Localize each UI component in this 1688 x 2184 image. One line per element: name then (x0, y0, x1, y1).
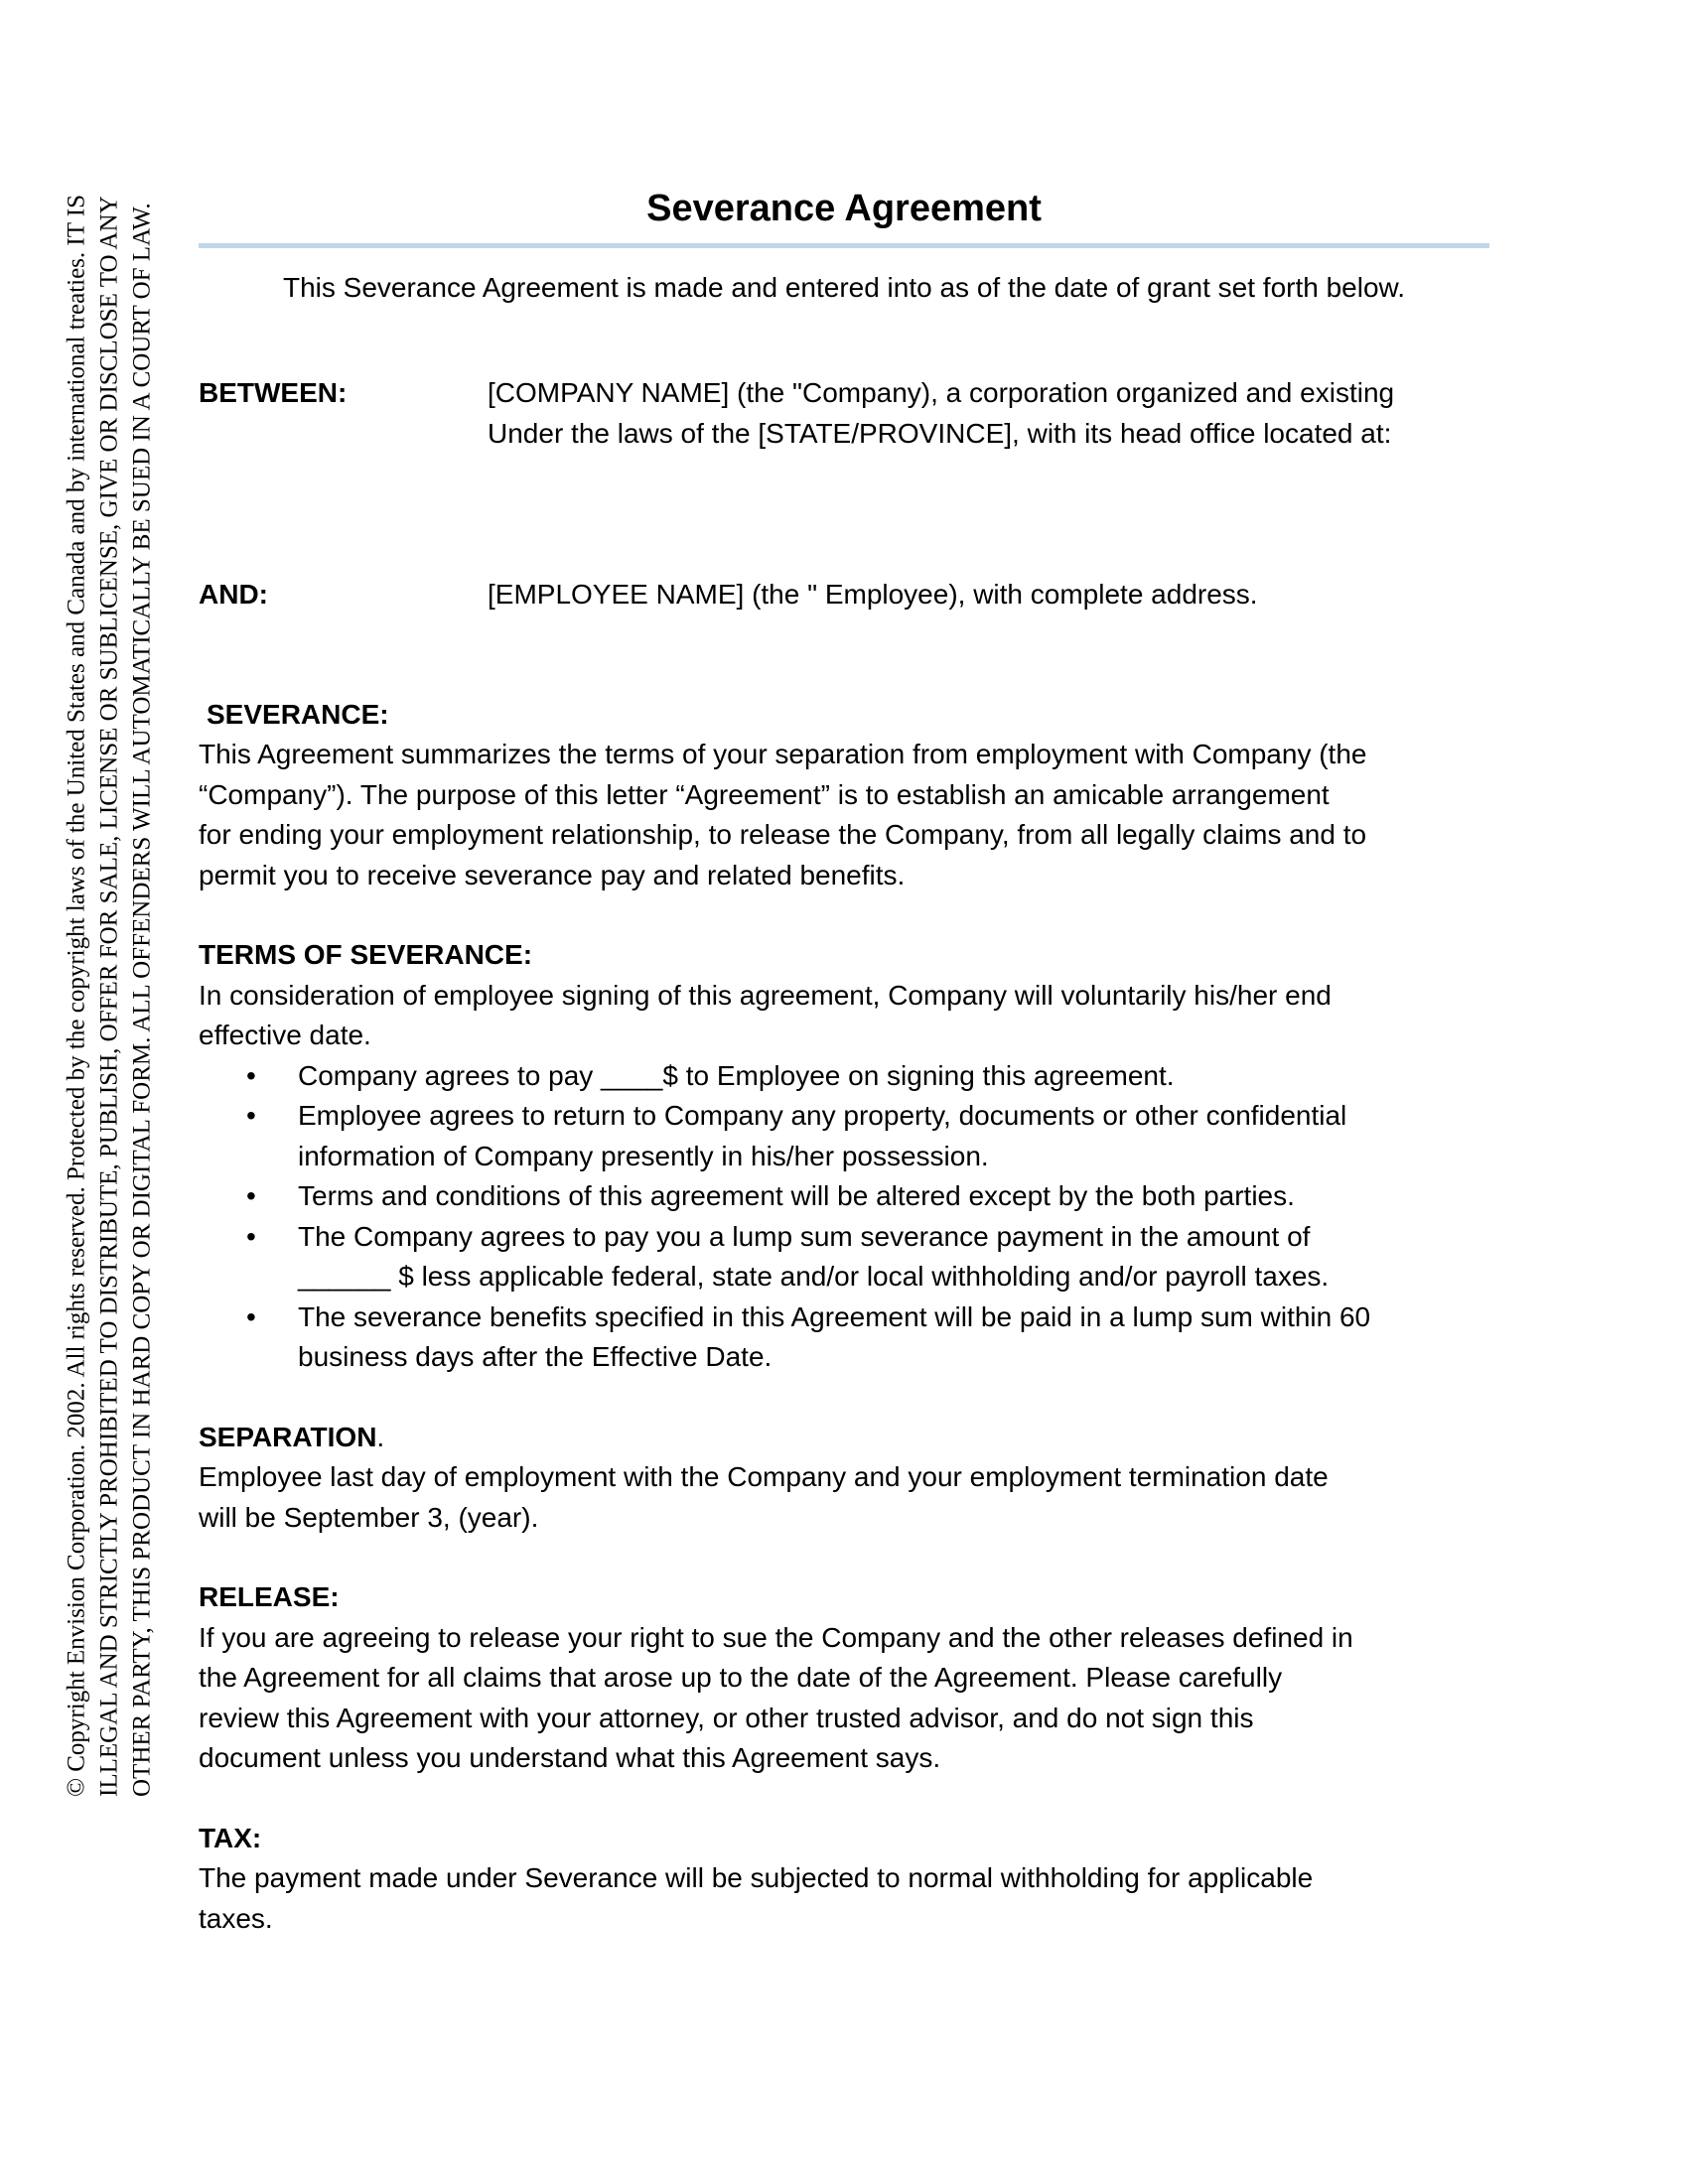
release-section (199, 1577, 1489, 1779)
severance-line: This Agreement summarizes the terms of your separation from employment with Company (the (199, 739, 1367, 769)
separation-line: Employee last day of employment with the Company and your employment termination date (199, 1461, 1329, 1492)
bullet-icon: • (246, 1300, 256, 1332)
separation-heading: SEPARATION (199, 1421, 377, 1452)
terms-intro-line: effective date. (199, 1020, 371, 1050)
separation-heading-line (199, 1418, 1489, 1458)
list-item (199, 1096, 1489, 1176)
terms-section (199, 935, 1489, 1378)
bullet-line: The severance benefits specified in this Agreement will be paid in a lump sum within 60 (298, 1300, 1371, 1332)
separation-heading-suffix: . (376, 1421, 385, 1452)
tax-heading: TAX: (199, 1822, 262, 1853)
and-label: AND: (199, 579, 268, 610)
release-line: review this Agreement with your attorney, or other trusted advisor, and do not sign this (199, 1702, 1254, 1733)
bullet-icon: • (246, 1220, 256, 1252)
terms-list (199, 1056, 1489, 1378)
and-party (199, 575, 1489, 615)
tax-section (199, 1819, 1489, 1940)
bullet-line: Terms and conditions of this agreement will be altered except by the both parties. (298, 1180, 1295, 1211)
between-label: BETWEEN: (199, 377, 348, 408)
bullet-icon: • (246, 1059, 256, 1091)
terms-intro-line: In consideration of employee signing of this agreement, Company will voluntarily his/her end (199, 979, 1332, 1011)
severance-section (199, 695, 1489, 896)
list-item (199, 1176, 1489, 1217)
bullet-line: business days after the Effective Date. (298, 1341, 773, 1372)
tax-line: taxes. (199, 1902, 273, 1934)
separation-line: will be September 3, (year). (199, 1501, 539, 1533)
bullet-line: ______ $ less applicable federal, state and/or local withholding and/or payroll taxes. (298, 1261, 1330, 1292)
severance-heading: SEVERANCE: (207, 698, 389, 730)
release-line: If you are agreeing to release your right to sue the Company and the other releases defined in (199, 1621, 1353, 1653)
copyright-line: © Copyright Envision Corporation. 2002. All rights reserved. Protected by the copyright laws of the United States and Canada and by international treaties. IT IS (63, 194, 90, 1797)
release-line: document unless you understand what this Agreement says. (199, 1742, 941, 1773)
intro-paragraph: This Severance Agreement is made and entered into as of the date of grant set forth below. (282, 272, 1406, 303)
between-line: Under the laws of the [STATE/PROVINCE], with its head office located at: (488, 417, 1392, 449)
copyright-notice-text (61, 20, 159, 1797)
release-line: the Agreement for all claims that arose up to the date of the Agreement. Please carefully (199, 1662, 1283, 1693)
and-text (488, 575, 1258, 615)
bullet-icon: • (246, 1100, 256, 1131)
release-heading: RELEASE: (199, 1581, 340, 1612)
bullet-line: The Company agrees to pay you a lump sum severance payment in the amount of (298, 1220, 1311, 1252)
between-text (488, 373, 1394, 454)
separation-section (199, 1418, 1489, 1539)
copyright-line: OTHER PARTY, THIS PRODUCT IN HARD COPY OR DIGITAL FORM. ALL OFFENDERS WILL AUTOMATICALLY BE SUED IN A COURT OF LAW. (128, 203, 156, 1797)
copyright-line: ILLEGAL AND STRICTLY PROHIBITED TO DISTRIBUTE, PUBLISH, OFFER FOR SALE, LICENSE OR SUBLICENSE, GIVE OR DISCLOSE TO ANY (95, 196, 123, 1797)
and-line: [EMPLOYEE NAME] (the " Employee), with complete address. (488, 579, 1258, 610)
between-line: [COMPANY NAME] (the "Company), a corporation organized and existing (488, 377, 1395, 408)
title-divider (199, 243, 1489, 248)
bullet-line: Employee agrees to return to Company any property, documents or other confidential (298, 1100, 1347, 1131)
copyright-notice (60, 20, 159, 1797)
between-party (199, 373, 1489, 454)
bullet-icon: • (246, 1180, 256, 1211)
list-item (199, 1297, 1489, 1378)
tax-line: The payment made under Severance will be subjected to normal withholding for applicable (199, 1862, 1314, 1893)
bullet-line: information of Company presently in his/her possession. (298, 1140, 989, 1171)
document-page (199, 184, 1489, 1939)
severance-line: “Company”). The purpose of this letter “Agreement” is to establish an amicable arrangement (199, 778, 1330, 810)
list-item (199, 1056, 1489, 1097)
document-title: Severance Agreement (646, 188, 1042, 229)
severance-line: permit you to receive severance pay and related benefits. (199, 859, 906, 890)
terms-heading: TERMS OF SEVERANCE: (199, 939, 533, 970)
severance-line: for ending your employment relationship, to release the Company, from all legally claims and to (199, 819, 1367, 850)
list-item (199, 1217, 1489, 1297)
bullet-line: Company agrees to pay ____$ to Employee on signing this agreement. (298, 1059, 1175, 1091)
